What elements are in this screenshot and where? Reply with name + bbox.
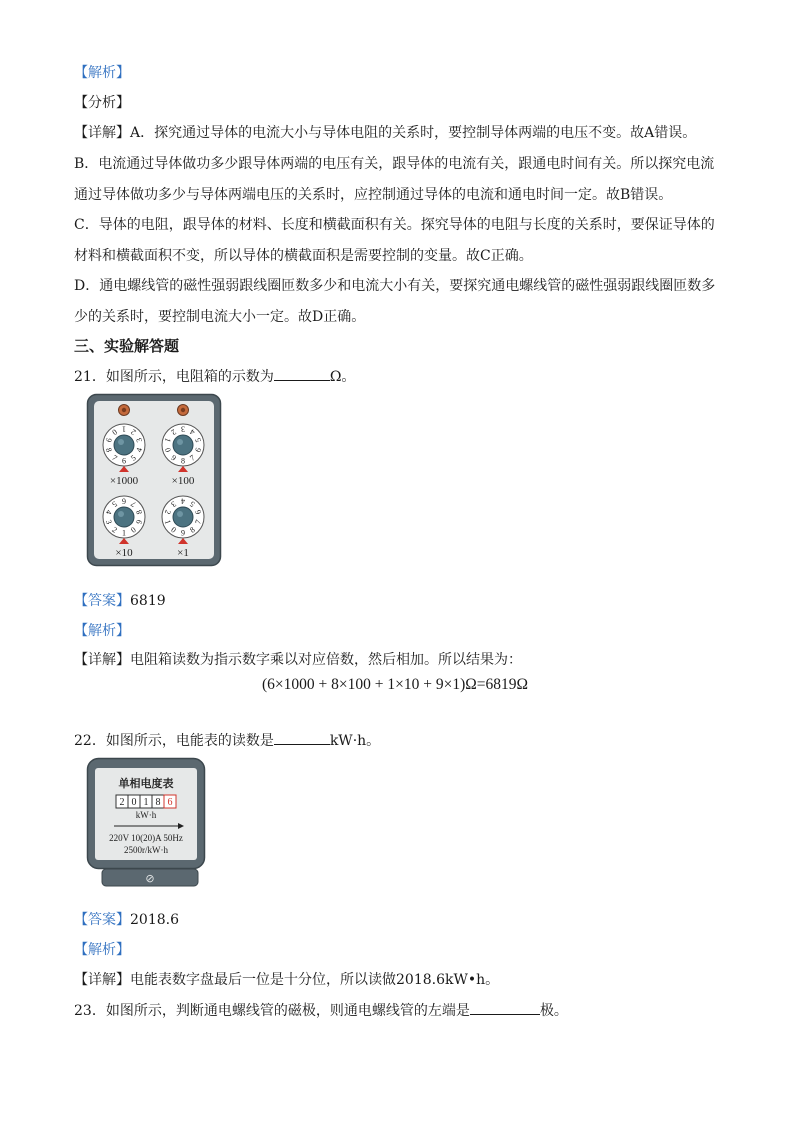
resistance-box-figure bbox=[86, 393, 222, 567]
question-21-text: 21．如图所示，电阻箱的示数为 bbox=[74, 369, 274, 385]
dial-digit: 7 bbox=[129, 499, 138, 509]
meter-spec-rating: 220V 10(20)A 50Hz bbox=[109, 833, 183, 843]
answer-tag-22: 【答案】 bbox=[74, 912, 130, 928]
question-23 bbox=[74, 1000, 568, 1021]
dial-digit: 4 bbox=[181, 496, 185, 506]
detail-line-c1: C．导体的电阻，跟导体的材料、长度和横截面积有关。探究导体的电阻与长度的关系时，要保证导体的 bbox=[74, 217, 715, 233]
explain-label: 【分析】 bbox=[74, 95, 130, 111]
detail-22 bbox=[74, 970, 499, 990]
dial-digit: 8 bbox=[134, 508, 145, 516]
answer-blank-21 bbox=[274, 366, 330, 381]
question-23-text: 23．如图所示，判断通电螺线管的磁极，则通电螺线管的左端是 bbox=[74, 1003, 470, 1019]
dial-label-x10: ×10 bbox=[115, 547, 133, 559]
dial-digit: 7 bbox=[110, 453, 119, 463]
dial-digit: 6 bbox=[122, 456, 126, 466]
dial-digit: 8 bbox=[181, 456, 185, 466]
dial-knob bbox=[114, 507, 134, 527]
dial-label-x100: ×100 bbox=[171, 475, 195, 487]
dial-digit: 0 bbox=[110, 427, 119, 437]
dial-knob-highlight bbox=[177, 439, 183, 445]
answer-22 bbox=[74, 910, 179, 930]
question-21 bbox=[74, 366, 355, 387]
dial-label-x1: ×1 bbox=[177, 547, 189, 559]
dial-digit: 1 bbox=[122, 528, 126, 538]
dial-knob bbox=[173, 435, 193, 455]
dial-digit: 3 bbox=[103, 518, 114, 526]
question-22 bbox=[74, 730, 380, 751]
dial-knob bbox=[173, 507, 193, 527]
answer-blank-22 bbox=[274, 730, 330, 745]
dial-digit: 6 bbox=[193, 508, 204, 516]
dial-knob-highlight bbox=[177, 511, 183, 517]
answer-blank-23 bbox=[470, 1000, 540, 1015]
electric-meter-figure bbox=[86, 757, 206, 889]
dial-knob-highlight bbox=[118, 439, 124, 445]
detail-tag: 【详解】 bbox=[74, 125, 130, 141]
answer-value-22: 2018.6 bbox=[130, 912, 179, 928]
question-22-text: 22．如图所示，电能表的读数是 bbox=[74, 733, 274, 749]
dial-digit: 1 bbox=[122, 424, 126, 434]
dial-digit: 9 bbox=[103, 436, 114, 444]
dial-digit: 2 bbox=[169, 427, 178, 437]
dial-digit: 2 bbox=[110, 525, 119, 535]
dial-x1 bbox=[162, 496, 204, 538]
dial-digit: 0 bbox=[169, 525, 178, 535]
dial-digit: 6 bbox=[193, 446, 204, 454]
detail-line-b1: B．电流通过导体做功多少跟导体两端的电压有关，跟导体的电流有关，跟通电时间有关。所以探究电流 bbox=[74, 156, 715, 172]
meter-digit-window bbox=[116, 795, 176, 808]
meter-unit: kW·h bbox=[135, 810, 157, 820]
dial-knob-highlight bbox=[118, 511, 124, 517]
dial-digit: 3 bbox=[181, 424, 185, 434]
meter-digit: 2 bbox=[119, 797, 125, 808]
analysis-tag-22: 【解析】 bbox=[74, 942, 130, 958]
meter-digit: 6 bbox=[167, 797, 173, 808]
dial-digit: 3 bbox=[169, 499, 178, 509]
detail-tag-21: 【详解】 bbox=[74, 652, 130, 668]
dial-digit: 2 bbox=[129, 427, 138, 437]
dial-digit: 0 bbox=[162, 446, 173, 454]
detail-line-b2: 通过导体做功多少与导体两端电压的关系时，应控制通过导体的电流和通电时间一定。故B错误。 bbox=[74, 187, 673, 203]
detail-21 bbox=[74, 650, 522, 670]
dial-x1000 bbox=[103, 424, 145, 466]
detail-line-d2: 少的关系时，要控制电流大小一定。故D正确。 bbox=[74, 309, 366, 325]
dial-label-x1000: ×1000 bbox=[109, 475, 139, 487]
formula-21: (6×1000 + 8×100 + 1×10 + 9×1)Ω=6819Ω bbox=[262, 676, 529, 693]
answer-tag-21: 【答案】 bbox=[74, 593, 130, 609]
detail-line-d1: D．通电螺线管的磁性强弱跟线圈匝数多少和电流大小有关，要探究通电螺线管的磁性强弱跟线圈匝数多 bbox=[74, 278, 716, 294]
detail-text-a: A．探究通过导体的电流大小与导体电阻的关系时，要控制导体两端的电压不变。故A错误。 bbox=[130, 125, 697, 141]
dial-digit: 7 bbox=[193, 518, 204, 526]
dial-digit: 7 bbox=[188, 453, 197, 463]
answer-21 bbox=[74, 591, 166, 611]
dial-knob bbox=[114, 435, 134, 455]
dial-digit: 1 bbox=[162, 436, 173, 444]
dial-digit: 5 bbox=[188, 499, 197, 509]
dial-digit: 2 bbox=[162, 508, 173, 516]
dial-digit: 5 bbox=[110, 499, 119, 509]
dial-digit: 0 bbox=[129, 525, 138, 535]
dial-digit: 4 bbox=[134, 446, 145, 454]
dial-digit: 9 bbox=[181, 528, 185, 538]
dial-digit: 4 bbox=[103, 508, 114, 516]
dial-digit: 5 bbox=[193, 436, 204, 444]
dial-x10 bbox=[103, 496, 145, 538]
meter-digit: 1 bbox=[143, 797, 149, 808]
detail-tag-22: 【详解】 bbox=[74, 972, 130, 988]
detail-text-22: 电能表数字盘最后一位是十分位，所以读做2018.6kW•h。 bbox=[130, 972, 500, 988]
section-title: 三、实验解答题 bbox=[74, 337, 180, 355]
detail-line-c2: 材料和横截面积不变，所以导体的横截面积是需要控制的变量。故C正确。 bbox=[74, 248, 533, 264]
analysis-tag: 【解析】 bbox=[74, 65, 130, 81]
dial-digit: 4 bbox=[188, 427, 197, 437]
analysis-tag-21: 【解析】 bbox=[74, 623, 130, 639]
meter-digit: 0 bbox=[131, 797, 137, 808]
dial-digit: 8 bbox=[103, 446, 114, 454]
dial-digit: 6 bbox=[122, 496, 126, 506]
dial-digit: 1 bbox=[162, 518, 173, 526]
meter-title: 单相电度表 bbox=[118, 777, 174, 790]
dial-digit: 5 bbox=[129, 453, 138, 463]
detail-line-a bbox=[74, 123, 696, 143]
meter-base-symbol: ⊘ bbox=[145, 872, 155, 885]
dial-digit: 9 bbox=[169, 453, 178, 463]
meter-spec-constant: 2500r/kW·h bbox=[124, 845, 168, 855]
dial-x100 bbox=[162, 424, 204, 466]
dial-digit: 9 bbox=[134, 518, 145, 526]
dial-digit: 3 bbox=[134, 436, 145, 444]
question-21-unit: Ω。 bbox=[329, 369, 356, 385]
answer-value-21: 6819 bbox=[130, 593, 166, 609]
dial-digit: 8 bbox=[188, 525, 197, 535]
question-22-unit: kW·h。 bbox=[329, 733, 381, 749]
detail-text-21: 电阻箱读数为指示数字乘以对应倍数，然后相加。所以结果为： bbox=[130, 652, 522, 668]
meter-digit: 8 bbox=[155, 797, 161, 808]
question-23-unit: 极。 bbox=[539, 1003, 568, 1019]
